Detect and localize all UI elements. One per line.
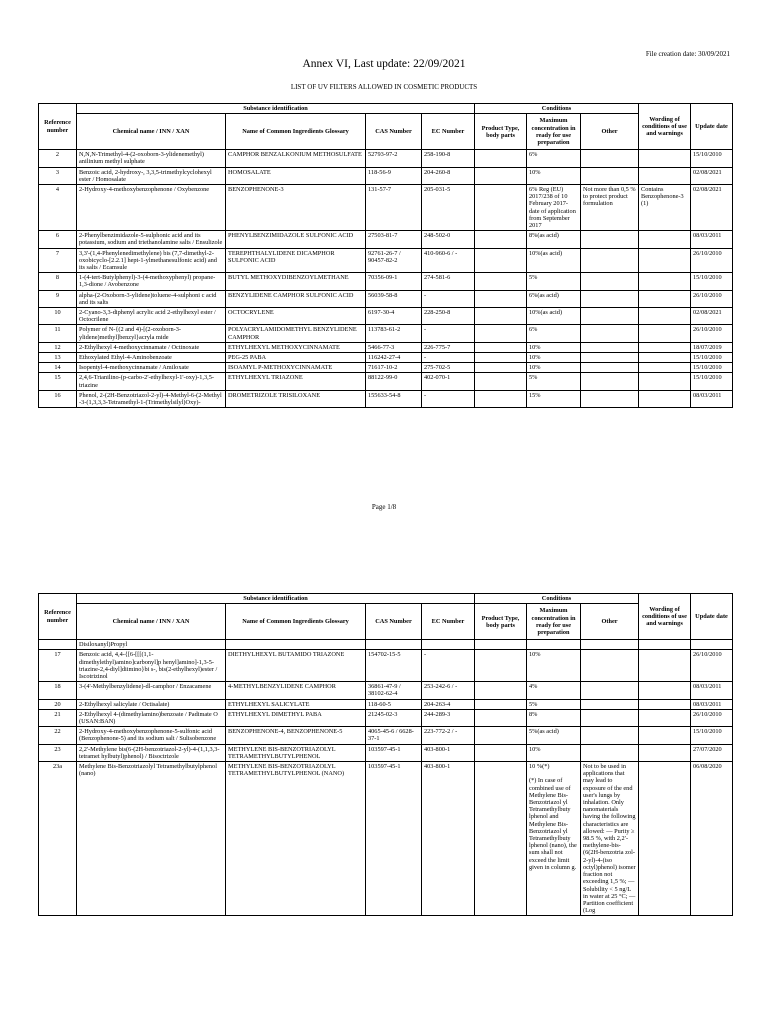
header-other: Other [581, 604, 639, 640]
other-cell [581, 709, 639, 726]
max-concentration-cell: 4% [527, 682, 581, 699]
product-type-cell [475, 373, 527, 390]
uv-filters-table-continued [38, 593, 733, 916]
uv-filters-table [38, 103, 733, 408]
chemical-name-cell: N,N,N-Trimethyl-4-(2-oxoborn-3-ylidenemethyl) anilinium methyl sulphate [77, 150, 226, 167]
other-cell [581, 353, 639, 363]
cas-number-cell: 118-56-9 [366, 167, 422, 184]
ec-number-cell: 403-800-1 [422, 744, 475, 761]
cas-number-cell: 88122-99-0 [366, 373, 422, 390]
cas-number-cell: 154702-15-5 [366, 650, 422, 682]
ref-cell: 12 [39, 342, 77, 352]
wording-cell [639, 308, 691, 325]
ref-cell: 18 [39, 682, 77, 699]
product-type-cell [475, 150, 527, 167]
table-row [39, 363, 733, 373]
other-cell [581, 167, 639, 184]
header-glossary-name: Name of Common Ingredients Glossary [226, 604, 366, 640]
wording-cell [639, 290, 691, 307]
glossary-name-cell: TEREPHTHALYLIDENE DICAMPHOR SULFONIC ACID [226, 248, 366, 273]
table-row [39, 727, 733, 744]
update-date-cell: 15/10/2010 [691, 150, 733, 167]
other-cell [581, 744, 639, 761]
ec-number-cell: 223-772-2 / - [422, 727, 475, 744]
other-cell [581, 390, 639, 407]
header-update-date: Update date [691, 594, 733, 640]
other-cell [581, 231, 639, 248]
cas-number-cell: 103597-45-1 [366, 744, 422, 761]
product-type-cell [475, 248, 527, 273]
ref-cell: 20 [39, 699, 77, 709]
glossary-name-cell: PHENYLBENZIMIDAZOLE SULFONIC ACID [226, 231, 366, 248]
max-concentration-cell: 6% [527, 150, 581, 167]
update-date-cell: 06/08/2020 [691, 762, 733, 916]
table-body [39, 150, 733, 408]
glossary-name-cell: ETHYLHEXYL METHOXYCINNAMATE [226, 342, 366, 352]
wording-cell [639, 150, 691, 167]
ec-number-cell: 204-260-8 [422, 167, 475, 184]
max-concentration-cell: 10%(as acid) [527, 308, 581, 325]
document-page-2 [0, 528, 768, 1024]
ref-cell: 8 [39, 273, 77, 290]
ec-number-cell: 205-031-5 [422, 185, 475, 231]
chemical-name-cell: Polymer of N-{(2 and 4)-[(2-oxoborn-3-ylidene)methyl]benzyl}acryla mide [77, 325, 226, 342]
glossary-name-cell: CAMPHOR BENZALKONIUM METHOSULFATE [226, 150, 366, 167]
chemical-name-cell: 2-Ethylhexyl salicylate / Octisalate) [77, 699, 226, 709]
max-concentration-cell: 10% [527, 342, 581, 352]
chemical-name-cell: 1-(4-tert-Butylphenyl)-3-(4-methoxyphenyl) propane-1,3-dione / Avobenzone [77, 273, 226, 290]
header-conditions: Conditions [475, 594, 639, 604]
wording-cell [639, 273, 691, 290]
max-concentration-cell: 6% [527, 325, 581, 342]
ec-number-cell: - [422, 353, 475, 363]
cas-number-cell: 21245-02-3 [366, 709, 422, 726]
document-title: Annex VI, Last update: 22/09/2021 [302, 58, 466, 70]
table-body [39, 640, 733, 916]
header-max-concentration: Maximum concentration in ready for use preparation [527, 114, 581, 150]
update-date-cell: 26/10/2010 [691, 290, 733, 307]
ec-number-cell: 402-070-1 [422, 373, 475, 390]
cas-number-cell: 155633-54-8 [366, 390, 422, 407]
max-concentration-cell: 5% [527, 699, 581, 709]
product-type-cell [475, 762, 527, 916]
table-row [39, 273, 733, 290]
ref-cell: 3 [39, 167, 77, 184]
wording-cell [639, 231, 691, 248]
wording-cell [639, 373, 691, 390]
table-row [39, 185, 733, 231]
glossary-name-cell: ISOAMYL P-METHOXYCINNAMATE [226, 363, 366, 373]
table-row [39, 709, 733, 726]
chemical-name-cell: Ethoxylated Ethyl-4-Aminobenzoate [77, 353, 226, 363]
chemical-name-cell: alpha-(2-Oxoborn-3-ylidene)toluene-4-sulphoni c acid and its salts [77, 290, 226, 307]
update-date-cell: 15/10/2010 [691, 273, 733, 290]
glossary-name-cell: BENZOPHENONE-3 [226, 185, 366, 231]
chemical-name-cell: Benzoic acid, 2-hydroxy-, 3,3,5-trimethylcyclohexyl ester / Homosalate [77, 167, 226, 184]
header-conditions: Conditions [475, 104, 639, 114]
ec-number-cell: 244-289-3 [422, 709, 475, 726]
max-concentration-cell: 5% [527, 273, 581, 290]
product-type-cell [475, 682, 527, 699]
chemical-name-cell: 2-Cyano-3,3-diphenyl acrylic acid 2-ethylhexyl ester / Octocrilene [77, 308, 226, 325]
max-concentration-cell: 10 %(*) (*) In case of combined use of Methylene Bis-Benzotriazol yl Tetramethylbuty lphenol and Methylene Bis-Benzotriazol yl Tetramethylbuty lphenol (nano), the sum shall not exceed the limit given in column g. [527, 762, 581, 916]
max-concentration-cell: 10% [527, 353, 581, 363]
product-type-cell [475, 342, 527, 352]
file-creation-date: File creation date: 30/09/2021 [645, 50, 730, 58]
cas-number-cell: 5466-77-3 [366, 342, 422, 352]
ec-number-cell: - [422, 325, 475, 342]
wording-cell [639, 744, 691, 761]
ref-cell: 17 [39, 650, 77, 682]
chemical-name-cell: 2-Ethylhexyl 4-methoxycinnamate / Octinoxate [77, 342, 226, 352]
header-reference-number: Reference number [39, 594, 77, 640]
glossary-name-cell: ETHYLHEXYL TRIAZONE [226, 373, 366, 390]
product-type-cell [475, 273, 527, 290]
update-date-cell: 15/10/2010 [691, 373, 733, 390]
cas-number-cell: 70356-09-1 [366, 273, 422, 290]
header-glossary-name: Name of Common Ingredients Glossary [226, 114, 366, 150]
ec-number-cell: 410-960-6 / - [422, 248, 475, 273]
table-row [39, 167, 733, 184]
update-date-cell: 02/08/2021 [691, 185, 733, 231]
product-type-cell [475, 325, 527, 342]
header-product-type: Product Type, body parts [475, 604, 527, 640]
glossary-name-cell: OCTOCRYLENE [226, 308, 366, 325]
table-row [39, 248, 733, 273]
header-ec-number: EC Number [422, 114, 475, 150]
max-concentration-cell: 10%(as acid) [527, 248, 581, 273]
continuation-cell: Disiloxanyl)Propyl [77, 640, 226, 650]
cas-number-cell: 6197-30-4 [366, 308, 422, 325]
cas-number-cell: 116242-27-4 [366, 353, 422, 363]
ec-number-cell: 274-581-6 [422, 273, 475, 290]
wording-cell [639, 682, 691, 699]
ref-cell [39, 640, 77, 650]
other-cell [581, 699, 639, 709]
header-substance-identification: Substance identification [77, 594, 475, 604]
ec-number-cell: 258-190-8 [422, 150, 475, 167]
other-cell [581, 342, 639, 352]
update-date-cell: 26/10/2010 [691, 325, 733, 342]
table-row [39, 682, 733, 699]
table-row [39, 325, 733, 342]
ref-cell: 22 [39, 727, 77, 744]
product-type-cell [475, 231, 527, 248]
wording-cell [639, 650, 691, 682]
ref-cell: 14 [39, 363, 77, 373]
other-cell [581, 682, 639, 699]
other-cell [581, 727, 639, 744]
header-substance-identification: Substance identification [77, 104, 475, 114]
chemical-name-cell: 2,2'-Methylene bis(6-(2H-benzotriazol-2-yl)-4-(1,1,3,3-tetramet hylbutyl)phenol) / Bisoctrizole [77, 744, 226, 761]
table-row [39, 353, 733, 363]
update-date-cell: 02/08/2021 [691, 167, 733, 184]
page-number: Page 1/8 [371, 503, 397, 511]
ref-cell: 21 [39, 709, 77, 726]
max-concentration-cell: 10% [527, 363, 581, 373]
max-concentration-cell: 10% [527, 650, 581, 682]
update-date-cell: 15/10/2010 [691, 353, 733, 363]
table-row [39, 290, 733, 307]
chemical-name-cell: 2-Hydroxy-4-methoxybenzophenone-5-sulfonic acid (Benzophenone-5) and its sodium salt / Sulisobenzone [77, 727, 226, 744]
glossary-name-cell: PEG-25 PABA [226, 353, 366, 363]
product-type-cell [475, 744, 527, 761]
ref-cell: 4 [39, 185, 77, 231]
ec-number-cell: 403-800-1 [422, 762, 475, 916]
ec-number-cell: 253-242-6 / - [422, 682, 475, 699]
wording-cell [639, 709, 691, 726]
other-cell [581, 373, 639, 390]
ref-cell: 15 [39, 373, 77, 390]
glossary-name-cell: DROMETRIZOLE TRISILOXANE [226, 390, 366, 407]
cas-number-cell: 103597-45-1 [366, 762, 422, 916]
max-concentration-cell: 5%(as acid) [527, 727, 581, 744]
update-date-cell: 26/10/2010 [691, 248, 733, 273]
chemical-name-cell: 2,4,6-Trianilino-(p-carbo-2'-ethylhexyl-1'-oxy)-1,3,5-triazine [77, 373, 226, 390]
header-chemical-name: Chemical name / INN / XAN [77, 604, 226, 640]
table-row [39, 390, 733, 407]
other-cell [581, 273, 639, 290]
header-cas-number: CAS Number [366, 114, 422, 150]
glossary-name-cell: BENZOPHENONE-4, BENZOPHENONE-5 [226, 727, 366, 744]
ec-number-cell: 204-263-4 [422, 699, 475, 709]
other-cell [581, 150, 639, 167]
wording-cell [639, 363, 691, 373]
update-date-cell: 26/10/2010 [691, 650, 733, 682]
chemical-name-cell: 2-Hydroxy-4-methoxybenzophenone / Oxybenzone [77, 185, 226, 231]
product-type-cell [475, 167, 527, 184]
update-date-cell: 08/03/2011 [691, 682, 733, 699]
wording-cell [639, 699, 691, 709]
chemical-name-cell: 2-Ethylhexyl 4-(dimethylamino)benzoate / Padimate O (USAN:BAN) [77, 709, 226, 726]
table-row [39, 342, 733, 352]
cas-number-cell: 71617-10-2 [366, 363, 422, 373]
cas-number-cell: 92761-26-7 / 90457-82-2 [366, 248, 422, 273]
chemical-name-cell: 3,3'-(1,4-Phenylenedimethylene) bis (7,7-dimethyl-2-oxobicyclo-[2.2.1] hept-1-ylmethanesulfonic acid) and its salts / Ecamsule [77, 248, 226, 273]
wording-cell [639, 762, 691, 916]
glossary-name-cell: DIETHYLHEXYL BUTAMIDO TRIAZONE [226, 650, 366, 682]
update-date-cell: 15/10/2010 [691, 727, 733, 744]
max-concentration-cell: 8% [527, 709, 581, 726]
ec-number-cell: - [422, 290, 475, 307]
header-update-date: Update date [691, 104, 733, 150]
cas-number-cell: 36861-47-9 / 38102-62-4 [366, 682, 422, 699]
update-date-cell: 02/08/2021 [691, 308, 733, 325]
header-cas-number: CAS Number [366, 604, 422, 640]
other-cell [581, 290, 639, 307]
table-row [39, 308, 733, 325]
cas-number-cell: 118-60-5 [366, 699, 422, 709]
ec-number-cell: - [422, 390, 475, 407]
ref-cell: 23a [39, 762, 77, 916]
ec-number-cell: - [422, 650, 475, 682]
glossary-name-cell: METHYLENE BIS-BENZOTRIAZOLYL TETRAMETHYLBUTYLPHENOL (NANO) [226, 762, 366, 916]
other-cell [581, 325, 639, 342]
chemical-name-cell: 2-Phenylbenzimidazole-5-sulphonic acid and its potassium, sodium and triethanolamine salts / Ensulizole [77, 231, 226, 248]
max-concentration-cell: 10% [527, 167, 581, 184]
header-max-concentration: Maximum concentration in ready for use preparation [527, 604, 581, 640]
wording-cell [639, 325, 691, 342]
cas-number-cell: 56039-58-8 [366, 290, 422, 307]
glossary-name-cell: BENZYLIDENE CAMPHOR SULFONIC ACID [226, 290, 366, 307]
wording-cell [639, 353, 691, 363]
chemical-name-cell: Phenol, 2-(2H-Benzotriazol-2-yl)-4-Methyl-6-(2-Methyl -3-(1,3,3,3-Tetramethyl-1-(Trimethylsilyl)Oxy)- [77, 390, 226, 407]
header-ec-number: EC Number [422, 604, 475, 640]
update-date-cell: 15/10/2010 [691, 363, 733, 373]
table-row [39, 744, 733, 761]
chemical-name-cell: Methylene Bis-Benzotriazolyl Tetramethylbutylphenol (nano) [77, 762, 226, 916]
ref-cell: 23 [39, 744, 77, 761]
max-concentration-cell: 10% [527, 744, 581, 761]
ref-cell: 7 [39, 248, 77, 273]
wording-cell [639, 248, 691, 273]
cas-number-cell: 131-57-7 [366, 185, 422, 231]
glossary-name-cell: HOMOSALATE [226, 167, 366, 184]
ref-cell: 9 [39, 290, 77, 307]
chemical-name-cell: Benzoic acid, 4,4-{[6-[[[(1,1-dimethylethyl)amino]carbonyl]p henyl]amino]-1,3-5-triazine-2,4-diyl]diimino}bi s-, bis(2-ethylhexyl)ester / Iscotrizinol [77, 650, 226, 682]
ref-cell: 6 [39, 231, 77, 248]
chemical-name-cell: 3-(4'-Methylbenzylidene)-dl-camphor / Enzacamene [77, 682, 226, 699]
header-other: Other [581, 114, 639, 150]
ec-number-cell: 248-502-0 [422, 231, 475, 248]
header-reference-number: Reference number [39, 104, 77, 150]
table-row [39, 373, 733, 390]
product-type-cell [475, 709, 527, 726]
product-type-cell [475, 390, 527, 407]
table-row [39, 650, 733, 682]
other-cell [581, 650, 639, 682]
product-type-cell [475, 353, 527, 363]
cas-number-cell: 52793-97-2 [366, 150, 422, 167]
max-concentration-cell: 15% [527, 390, 581, 407]
header-wording: Wording of conditions of use and warnings [639, 594, 691, 640]
cas-number-cell: 4065-45-6 / 6628-37-1 [366, 727, 422, 744]
table-row [39, 762, 733, 916]
glossary-name-cell: METHYLENE BIS-BENZOTRIAZOLYL TETRAMETHYLBUTYLPHENOL [226, 744, 366, 761]
update-date-cell: 18/07/2019 [691, 342, 733, 352]
ref-cell: 11 [39, 325, 77, 342]
update-date-cell: 27/07/2020 [691, 744, 733, 761]
chemical-name-cell: Isopentyl-4-methoxycinnamate / Amiloxate [77, 363, 226, 373]
update-date-cell: 08/03/2011 [691, 699, 733, 709]
ref-cell: 2 [39, 150, 77, 167]
ec-number-cell: 275-702-5 [422, 363, 475, 373]
ref-cell: 10 [39, 308, 77, 325]
table-row [39, 699, 733, 709]
product-type-cell [475, 650, 527, 682]
max-concentration-cell: 6% Reg (EU) 2017/238 of 10 February 2017- date of application from September 2017 [527, 185, 581, 231]
wording-cell [639, 167, 691, 184]
cas-number-cell: 113783-61-2 [366, 325, 422, 342]
wording-cell [639, 727, 691, 744]
other-cell [581, 248, 639, 273]
product-type-cell [475, 727, 527, 744]
cas-number-cell: 27503-81-7 [366, 231, 422, 248]
max-concentration-cell: 8%(as acid) [527, 231, 581, 248]
header-product-type: Product Type, body parts [475, 114, 527, 150]
product-type-cell [475, 185, 527, 231]
wording-cell [639, 390, 691, 407]
other-cell: Not more than 0,5 % to protect product formulation [581, 185, 639, 231]
product-type-cell [475, 308, 527, 325]
other-cell [581, 363, 639, 373]
ec-number-cell: 226-775-7 [422, 342, 475, 352]
ec-number-cell: 228-250-8 [422, 308, 475, 325]
table-row [39, 640, 733, 650]
product-type-cell [475, 699, 527, 709]
glossary-name-cell: BUTYL METHOXYDIBENZOYLMETHANE [226, 273, 366, 290]
header-chemical-name: Chemical name / INN / XAN [77, 114, 226, 150]
glossary-name-cell: ETHYLHEXYL SALICYLATE [226, 699, 366, 709]
wording-cell [639, 342, 691, 352]
table-row [39, 150, 733, 167]
product-type-cell [475, 290, 527, 307]
wording-cell: Contains Benzophenone-3 (1) [639, 185, 691, 231]
update-date-cell: 08/03/2011 [691, 231, 733, 248]
header-wording: Wording of conditions of use and warnings [639, 104, 691, 150]
max-concentration-cell: 6%(as acid) [527, 290, 581, 307]
max-concentration-cell: 5% [527, 373, 581, 390]
product-type-cell [475, 363, 527, 373]
document-subtitle: LIST OF UV FILTERS ALLOWED IN COSMETIC PRODUCTS [290, 83, 478, 91]
update-date-cell: 08/03/2011 [691, 390, 733, 407]
other-cell [581, 308, 639, 325]
glossary-name-cell: POLYACRYLAMIDOMETHYL BENZYLIDENE CAMPHOR [226, 325, 366, 342]
table-row [39, 231, 733, 248]
glossary-name-cell: ETHYLHEXYL DIMETHYL PABA [226, 709, 366, 726]
other-cell: Not to be used in applications that may lead to exposure of the end user's lungs by inhalation. Only nanomaterials having the following characteristics are allowed: — Purity ≥ 98.5 %, with 2,2ʹ-methylene-bis-(6(2H-benzotria zol-2-yl)-4-(iso octyl)phenol) isomer fraction not exceeding 1,5 %; — Solubility < 5 ng/L in water at 25 °C; — Partition coefficient (Log [581, 762, 639, 916]
ref-cell: 16 [39, 390, 77, 407]
ref-cell: 13 [39, 353, 77, 363]
update-date-cell: 26/10/2010 [691, 709, 733, 726]
glossary-name-cell: 4-METHYLBENZYLIDENE CAMPHOR [226, 682, 366, 699]
